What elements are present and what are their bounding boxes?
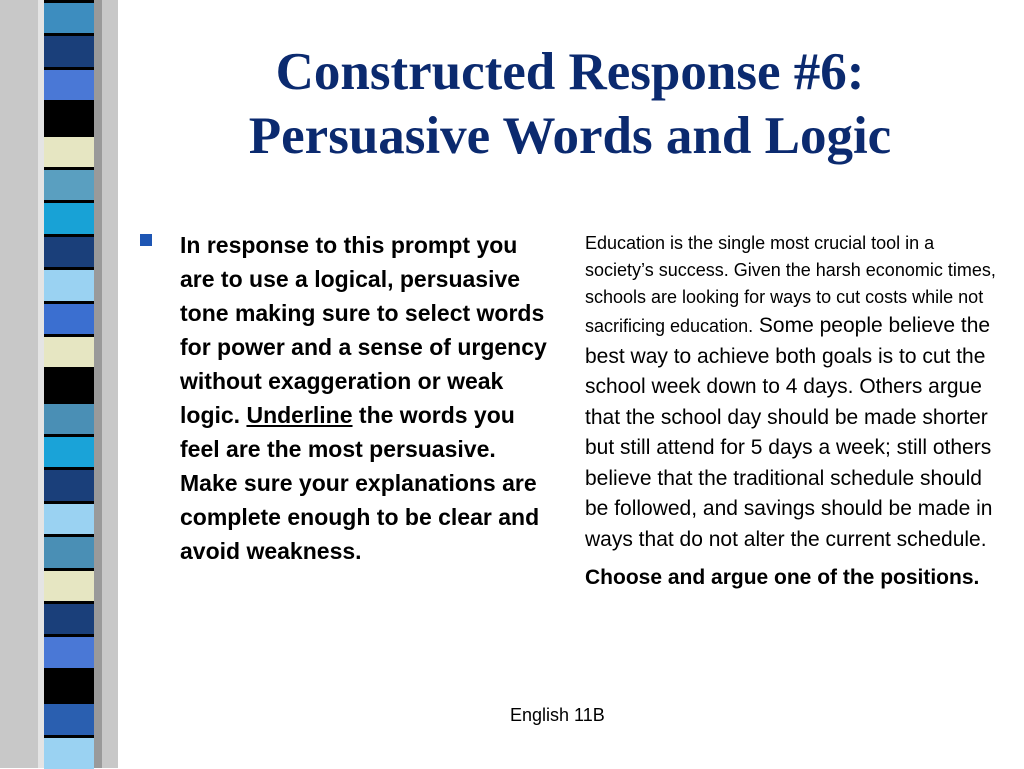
stripe-segment [44, 334, 94, 368]
stripe-segment [44, 534, 94, 568]
stripe-segment [44, 701, 94, 735]
stripe-segment [44, 401, 94, 435]
stripe-segment [44, 601, 94, 635]
stripe-segment [44, 67, 94, 101]
stripe-segment [44, 634, 94, 668]
underline-word: Underline [246, 402, 353, 428]
decorative-stripe [0, 0, 118, 768]
stripe-segment [44, 167, 94, 201]
prompt-text-after: the words you feel are the most persuasive. Make sure your explanations are complete enough to be clear and avoid weakness. [180, 402, 540, 564]
prompt-text-before: In response to this prompt you are to use a logical, persuasive tone making sure to select words for power and a sense of urgency without exaggeration or weak logic. [180, 232, 547, 428]
stripe-segment [44, 200, 94, 234]
stripe-segment [44, 434, 94, 468]
scenario-instruction: Choose and argue one of the positions. [585, 566, 980, 589]
slide-title [150, 40, 990, 168]
stripe-segment [44, 33, 94, 67]
scenario-paragraph [585, 230, 997, 555]
prompt-bullet [140, 228, 550, 568]
stripe-segment [44, 234, 94, 268]
scenario-intro: Education is the single most crucial tool in a society’s success. Given the harsh economic times, schools are looking for ways to cut costs while not sacrificing education. [585, 233, 996, 336]
stripe-shadow [94, 0, 102, 768]
stripe-segment [44, 367, 94, 401]
scenario-body: Some people believe the best way to achieve both goals is to cut the school week down to 4 days. Others argue that the school day should be made shorter but still attend for 5 days a week; still others believe that the traditional schedule should be followed, and savings should be made in ways that do not alter the current schedule. [585, 314, 993, 551]
stripe-segment [44, 568, 94, 602]
footer-label: English 11B [510, 705, 605, 725]
scenario-column [585, 230, 997, 593]
stripe-segment [44, 100, 94, 134]
stripe-segment [44, 267, 94, 301]
stripe-segment [44, 301, 94, 335]
stripe-segment [44, 501, 94, 535]
title-line-1: Constructed Response #6: [275, 43, 865, 101]
stripe-segment [44, 0, 94, 34]
square-bullet-icon [140, 234, 152, 246]
prompt-text [180, 228, 550, 568]
stripe-segment [44, 735, 94, 769]
stripe-segment [44, 668, 94, 702]
title-line-2: Persuasive Words and Logic [248, 107, 892, 165]
stripe-segment [44, 467, 94, 501]
stripe-segment [44, 134, 94, 168]
